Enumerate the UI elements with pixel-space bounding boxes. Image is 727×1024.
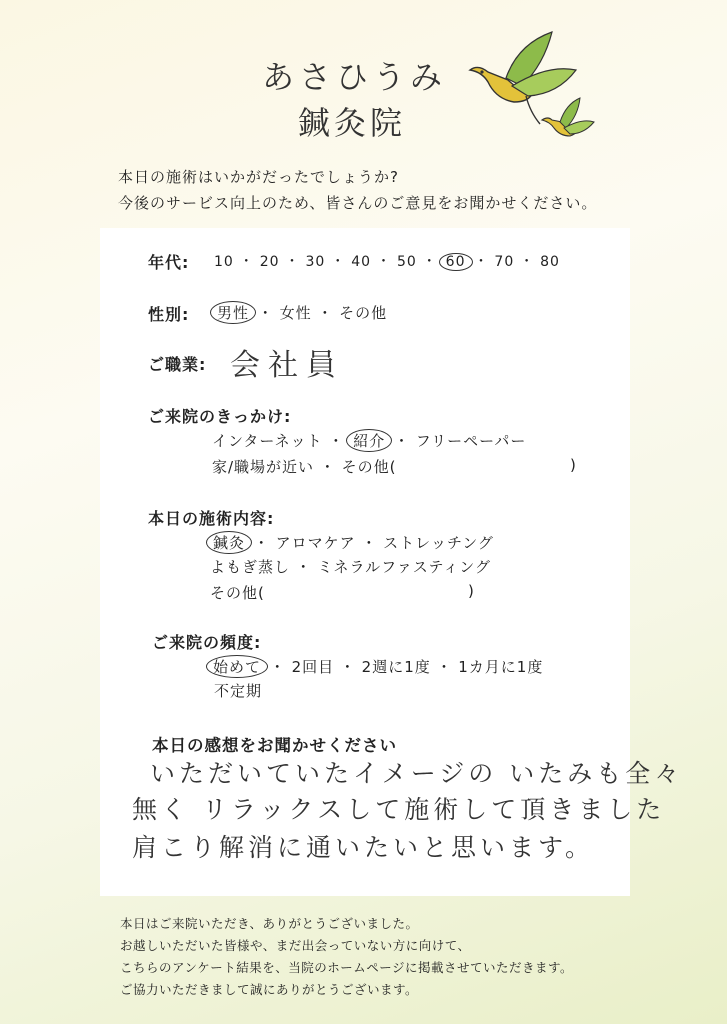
impression-line-2: 無く リラックスして施術して頂きました bbox=[132, 795, 666, 824]
treatment-line-2: よもぎ蒸し ・ ミネラルファスティング bbox=[210, 558, 491, 576]
reason-close: ) bbox=[570, 456, 577, 474]
reason-label: ご来院のきっかけ: bbox=[148, 407, 292, 426]
age-option: 50 bbox=[396, 254, 417, 270]
job-label: ご職業: bbox=[148, 355, 207, 374]
age-option: 40 bbox=[351, 254, 372, 270]
job-answer: 会社員 bbox=[230, 348, 344, 383]
age-option-selected: 60 bbox=[439, 253, 473, 271]
treatment-close: ) bbox=[468, 582, 475, 600]
frequency-line-1 bbox=[210, 656, 543, 677]
frequency-label: ご来院の頻度: bbox=[152, 633, 262, 652]
impression-line-3: 肩こり解消に通いたいと思います。 bbox=[132, 833, 595, 862]
reason-selected: 紹介 bbox=[346, 429, 392, 452]
age-option: 10 bbox=[214, 254, 234, 270]
intro-line-2: 今後のサービス向上のため、皆さんのご意見をお聞かせください。 bbox=[118, 194, 598, 212]
treatment-line-1 bbox=[210, 532, 494, 553]
footer-line-4: ご協力いただきまして誠にありがとうございます。 bbox=[120, 982, 419, 997]
age-option: 70 bbox=[494, 254, 515, 270]
frequency-selected: 始めて bbox=[206, 655, 268, 678]
reason-line-1 bbox=[212, 430, 526, 451]
gender-label: 性別: bbox=[148, 305, 190, 324]
gender-selected: 男性 bbox=[210, 301, 256, 324]
treatment-label: 本日の施術内容: bbox=[148, 509, 275, 528]
gender-options bbox=[214, 302, 387, 323]
age-label: 年代: bbox=[148, 253, 190, 272]
gender-rest: ・ 女性 ・ その他 bbox=[257, 304, 388, 322]
clinic-type: 鍼灸院 bbox=[298, 104, 407, 142]
treatment-post: ・ アロマケア ・ ストレッチング bbox=[253, 534, 494, 552]
age-option: 20 bbox=[259, 254, 280, 270]
reason-pre: インターネット ・ bbox=[212, 432, 345, 450]
birds-logo-icon bbox=[448, 24, 598, 154]
footer-line-1: 本日はご来院いただき、ありがとうございました。 bbox=[120, 916, 419, 931]
age-option: 30 bbox=[305, 254, 326, 270]
intro-line-1: 本日の施術はいかがだったでしょうか? bbox=[118, 168, 399, 186]
clinic-name: あさひうみ bbox=[262, 58, 448, 96]
age-option: 80 bbox=[540, 254, 560, 270]
treatment-selected: 鍼灸 bbox=[206, 531, 252, 554]
impression-line-1: いただいていたイメージの いたみも全々 bbox=[150, 759, 684, 788]
footer-line-3: こちらのアンケート結果を、当院のホームページに掲載させていただきます。 bbox=[120, 960, 574, 975]
impression-label: 本日の感想をお聞かせください bbox=[152, 736, 397, 755]
frequency-line-2: 不定期 bbox=[214, 682, 263, 700]
footer-line-2: お越しいただいた皆様や、まだ出会っていない方に向けて、 bbox=[120, 938, 471, 953]
reason-post: ・ フリーペーパー bbox=[394, 432, 527, 450]
frequency-post: ・ 2回目 ・ 2週に1度 ・ 1カ月に1度 bbox=[269, 658, 544, 676]
reason-line-2: 家/職場が近い ・ その他( bbox=[212, 458, 397, 476]
treatment-line-3: その他( bbox=[210, 584, 265, 602]
age-options: 10 ・ 20 ・ 30 ・ 40 ・ 50 ・ 60 ・ 70 ・ 80 bbox=[214, 254, 560, 270]
